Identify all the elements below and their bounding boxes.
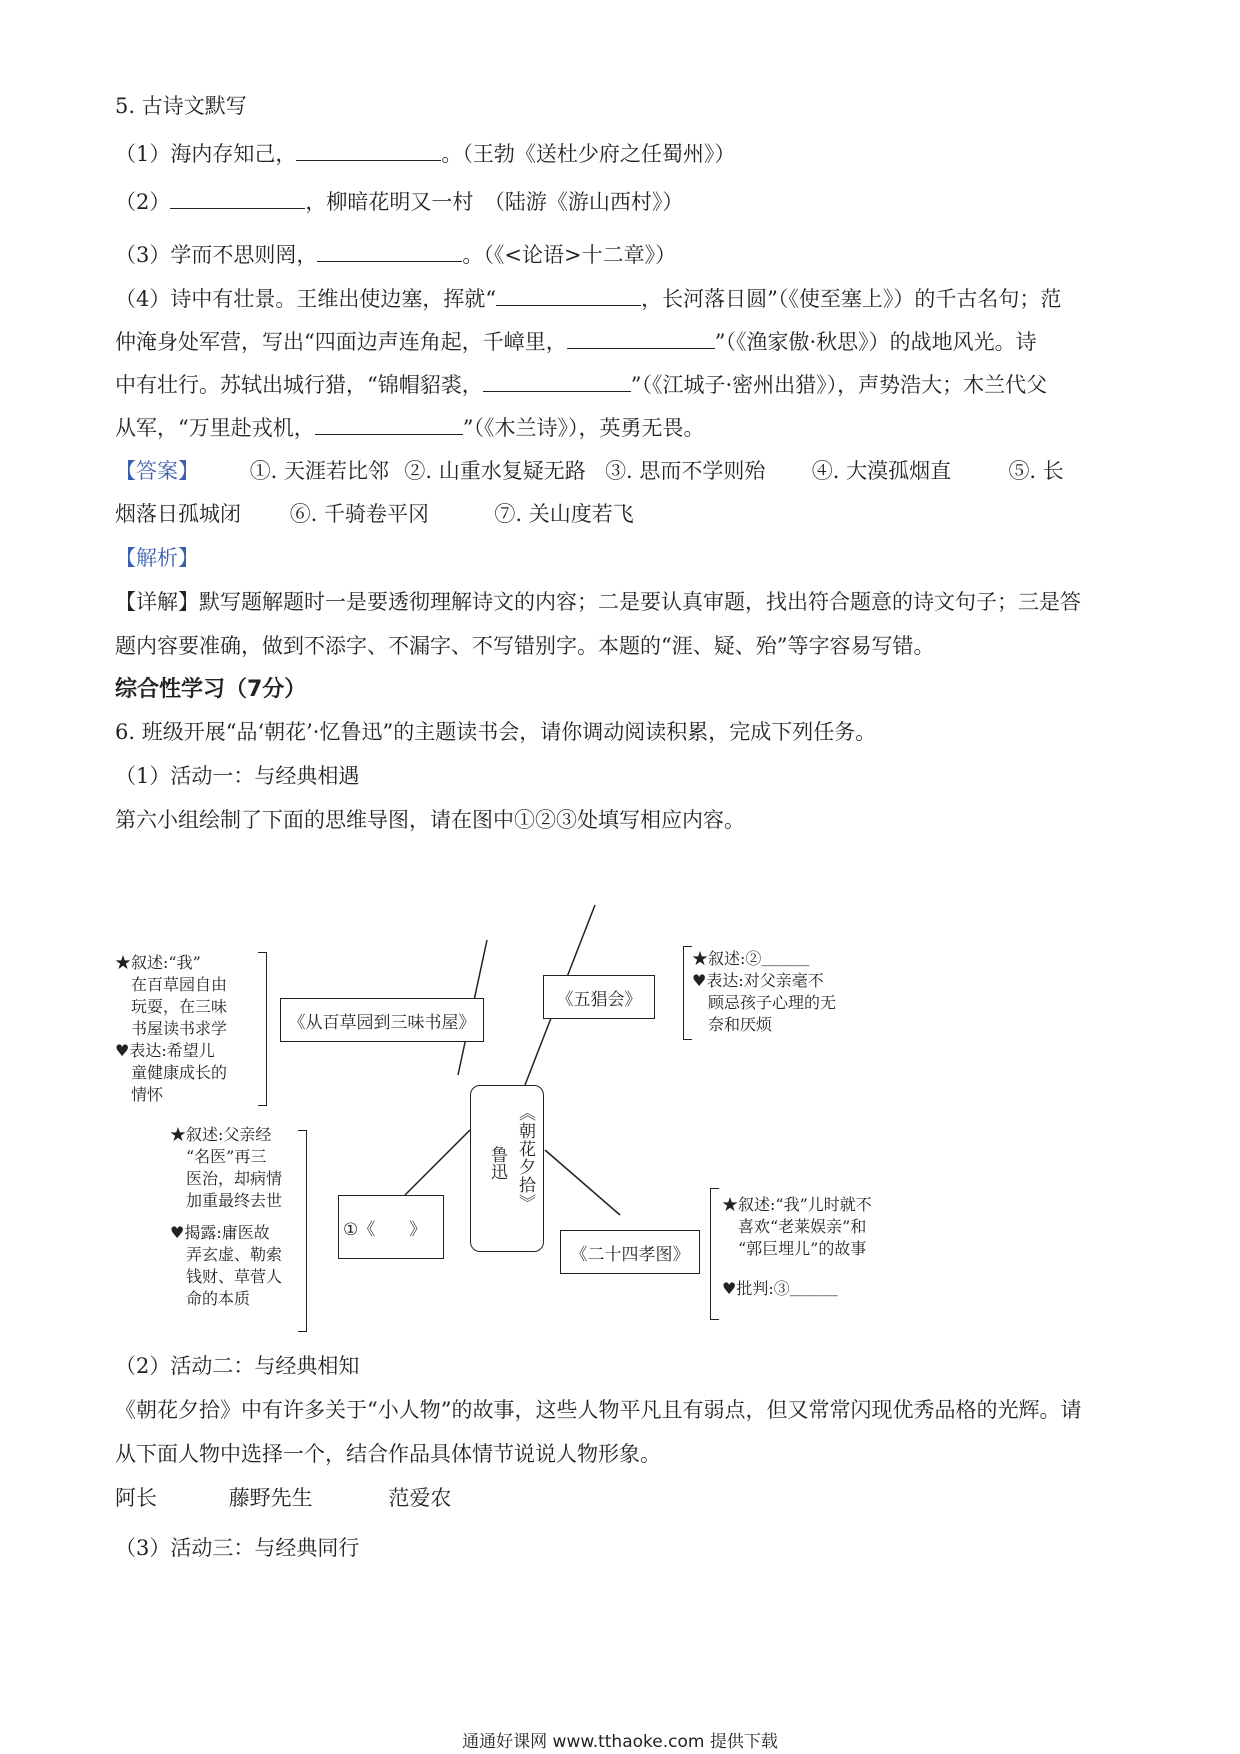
page-footer[interactable]: 通通好课网 www.tthaoke.com 提供下载 bbox=[462, 1732, 778, 1752]
analysis-label: 【解析】 bbox=[115, 546, 199, 570]
note-line: 在百草园自由 bbox=[115, 975, 228, 994]
q5-title: 5. 古诗文默写 bbox=[115, 94, 247, 118]
people-list bbox=[115, 1488, 451, 1509]
person-option: 藤野先生 bbox=[228, 1486, 313, 1510]
text: 从军，“万里赴戎机， bbox=[115, 416, 315, 440]
answer-item: ①. 天涯若比邻 bbox=[249, 459, 390, 483]
answer-item: ⑦. 关山度若飞 bbox=[494, 502, 634, 526]
note-line: ♥表达:希望儿 bbox=[115, 1041, 215, 1060]
q5-item-1-text-b: 。（王勃《送杜少府之任蜀州》） bbox=[441, 142, 736, 166]
text: ”（《渔家傲·秋思》）的战地风光。诗 bbox=[714, 330, 1037, 354]
q5-item-1-text-a: （1）海内存知己， bbox=[115, 142, 297, 166]
answer-item: ⑤. 长 bbox=[1008, 459, 1064, 483]
note-line: ♥批判:③＿＿＿ bbox=[722, 1279, 838, 1298]
branch-1-notes bbox=[115, 952, 227, 1106]
note-line: 玩耍，在三味 bbox=[115, 997, 228, 1016]
note-line: 顾忌孩子心理的无 bbox=[692, 993, 837, 1012]
person-option: 范爱农 bbox=[388, 1486, 452, 1510]
q5-item-2-text-b: ，柳暗花明又一村 （陆游《游山西村》） bbox=[305, 190, 684, 214]
branch-3-notes bbox=[170, 1124, 282, 1310]
text: ”（《木兰诗》），英勇无畏。 bbox=[462, 416, 705, 440]
note-line: 喜欢“老莱娱亲”和 bbox=[722, 1217, 867, 1236]
answer-item: ⑥. 千骑卷平冈 bbox=[289, 502, 430, 526]
q6-title: 6. 班级开展“品‘朝花’·忆鲁迅”的主题读书会，请你调动阅读积累，完成下列任务。 bbox=[115, 720, 877, 744]
center-scroll bbox=[470, 1085, 544, 1252]
note-line: 医治，却病情 bbox=[170, 1169, 283, 1188]
branch-1-title: 《从百草园到三味书屋》 bbox=[280, 998, 484, 1042]
note-line: “郭巨埋儿”的故事 bbox=[722, 1239, 867, 1258]
detail-line-2: 题内容要准确，做到不添字、不漏字、不写错别字。本题的“涯、疑、殆”等字容易写错。 bbox=[115, 634, 935, 658]
bracket bbox=[298, 1130, 307, 1332]
center-title: 《朝花夕拾》 bbox=[515, 1104, 535, 1212]
note-line: 情怀 bbox=[115, 1085, 164, 1104]
note-line: 加重最终去世 bbox=[170, 1191, 283, 1210]
activity-3: （3）活动三：与经典同行 bbox=[115, 1536, 360, 1560]
person-option: 阿长 bbox=[115, 1486, 157, 1510]
note-line: 童健康成长的 bbox=[115, 1063, 228, 1082]
text: ”（《江城子·密州出猎》），声势浩大；木兰代父 bbox=[630, 373, 1048, 397]
q5-item-2-text-a: （2） bbox=[115, 190, 171, 214]
text: 中有壮行。苏轼出城行猎，“锦帽貂裘， bbox=[115, 373, 483, 397]
note-line bbox=[722, 1260, 872, 1278]
note-line: “名医”再三 bbox=[170, 1147, 267, 1166]
branch-2-title: 《五猖会》 bbox=[543, 975, 655, 1019]
text: ，长河落日圆”（《使至塞上》）的千古名句；范 bbox=[641, 287, 1062, 311]
note-line: 钱财、草菅人 bbox=[170, 1267, 283, 1286]
note-line: 奈和厌烦 bbox=[692, 1015, 773, 1034]
note-line: 弄玄虚、勒索 bbox=[170, 1245, 283, 1264]
branch-3-title[interactable]: ①《 》 bbox=[338, 1195, 444, 1259]
note-line: 书屋读书求学 bbox=[115, 1019, 228, 1038]
q5-item-3-text-b: 。（《<论语>十二章》） bbox=[462, 243, 677, 267]
branch-4-title: 《二十四孝图》 bbox=[560, 1230, 700, 1274]
note-line bbox=[170, 1212, 282, 1222]
answer-item: ②. 山重水复疑无路 bbox=[404, 459, 586, 483]
answer-label: 【答案】 bbox=[115, 459, 199, 483]
note-line: ♥揭露:庸医故 bbox=[170, 1223, 270, 1242]
bracket bbox=[710, 1188, 719, 1320]
note-line: ★叙述:父亲经 bbox=[170, 1125, 272, 1144]
branch-4-notes bbox=[722, 1194, 872, 1300]
bracket bbox=[258, 952, 267, 1106]
note-line: ♥表达:对父亲毫不 bbox=[692, 971, 824, 990]
note-line: ★叙述:“我” bbox=[115, 953, 201, 972]
activity-2-line-2: 从下面人物中选择一个，结合作品具体情节说说人物形象。 bbox=[115, 1442, 661, 1466]
bracket bbox=[683, 946, 692, 1040]
activity-2: （2）活动二：与经典相知 bbox=[115, 1354, 360, 1378]
answer-item: 烟落日孤城闭 bbox=[115, 502, 241, 526]
text: （4）诗中有壮景。王维出使边塞，挥就“ bbox=[115, 287, 497, 311]
text: 仲淹身处军营，写出“四面边声连角起，千嶂里， bbox=[115, 330, 567, 354]
answer-item: ④. 大漠孤烟直 bbox=[811, 459, 952, 483]
center-author: 鲁迅 bbox=[487, 1146, 507, 1180]
activity-2-line-1: 《朝花夕拾》中有许多关于“小人物”的故事，这些人物平凡且有弱点，但又常常闪现优秀品格的光辉。请 bbox=[115, 1398, 1082, 1422]
q5-item-3-text-a: （3）学而不思则罔， bbox=[115, 243, 318, 267]
activity-1-desc: 第六小组绘制了下面的思维导图，请在图中①②③处填写相应内容。 bbox=[115, 808, 745, 832]
activity-1: （1）活动一：与经典相遇 bbox=[115, 764, 360, 788]
note-line: ★叙述:②＿＿＿ bbox=[692, 949, 810, 968]
branch-2-notes bbox=[692, 948, 836, 1036]
note-line: 命的本质 bbox=[170, 1289, 251, 1308]
note-line: ★叙述:“我”儿时就不 bbox=[722, 1195, 872, 1214]
detail-line-1: 【详解】默写题解题时一是要透彻理解诗文的内容；二是要认真审题，找出符合题意的诗文句子；三是答 bbox=[115, 590, 1081, 614]
section-heading: 综合性学习（7分） bbox=[115, 677, 307, 702]
answer-item: ③. 思而不学则殆 bbox=[605, 459, 766, 483]
